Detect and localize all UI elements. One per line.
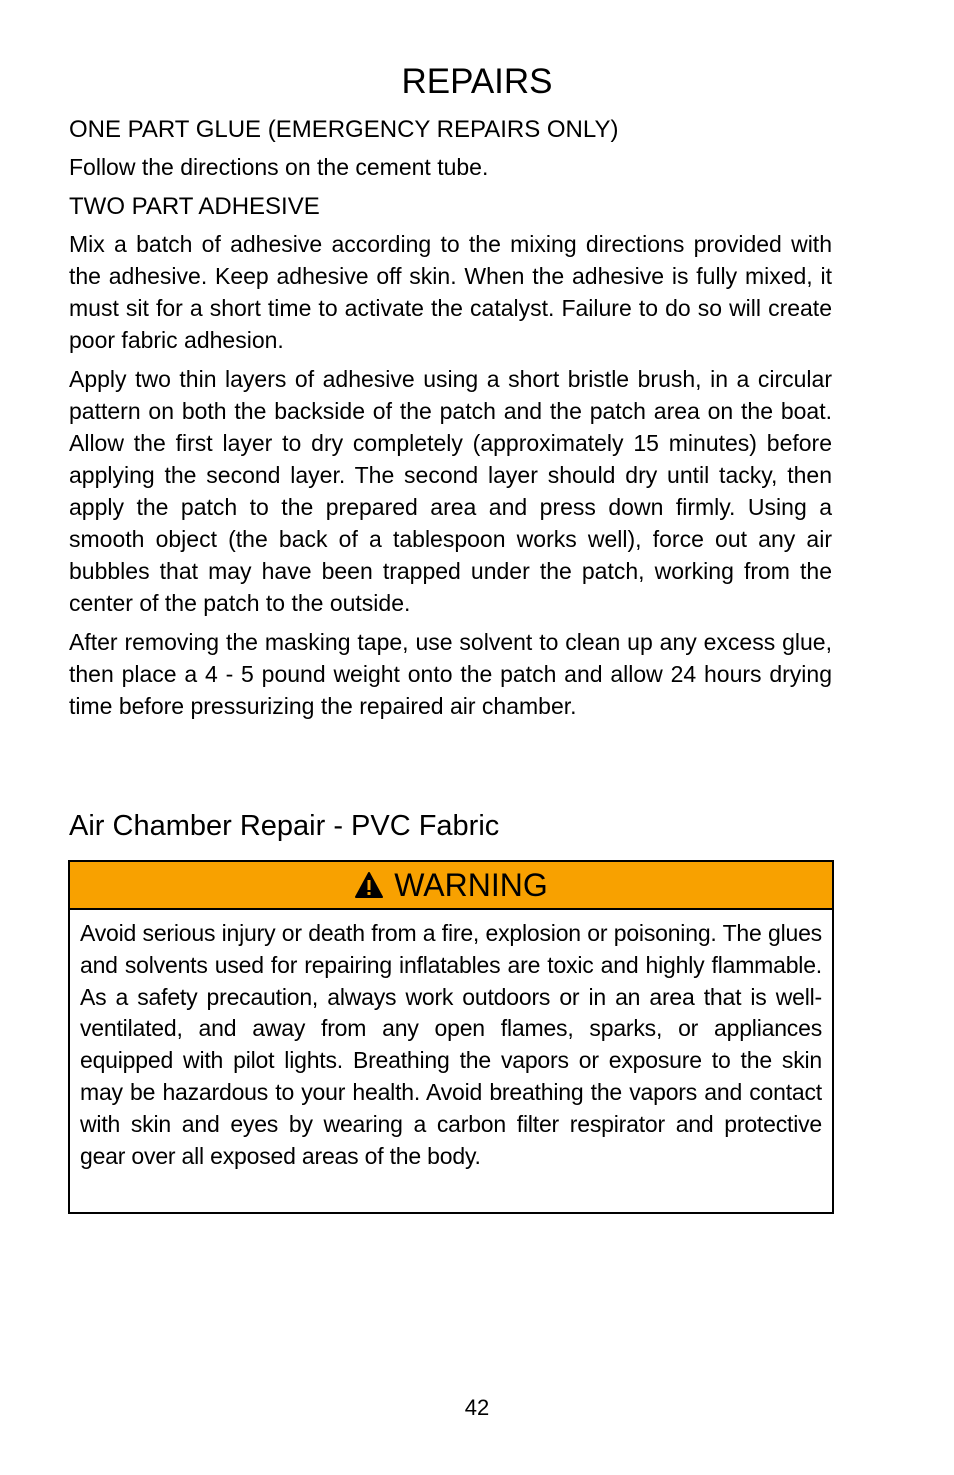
- two-part-paragraph-1: Mix a batch of adhesive according to the mixing directions provided with the adhesive. Keep adhesive off skin. When the adhesive is fully mixed, it must sit for a short time to activate the catalyst. Failure to do so will create poor fabric adhesion.: [69, 231, 832, 353]
- warning-box: [68, 860, 834, 1214]
- one-part-glue-heading: ONE PART GLUE (EMERGENCY REPAIRS ONLY): [69, 116, 619, 143]
- repairs-content: [69, 113, 832, 722]
- warning-triangle-icon: [354, 871, 384, 899]
- warning-title: WARNING: [394, 867, 548, 903]
- page-number: 42: [464, 1395, 490, 1420]
- two-part-adhesive-heading: TWO PART ADHESIVE: [69, 193, 320, 220]
- warning-text: Avoid serious injury or death from a fire, explosion or poisoning. The glues and solvents used for repairing inflatables are toxic and highly flammable. As a safety precaution, always work outdoors or in an area that is well-ventilated, and away from any open flames, sparks, or appliances equipped with pilot lights. Breathing the vapors or exposure to the skin may be hazardous to your health. Avoid breathing the vapors and contact with skin and eyes by wearing a carbon filter respirator and protective gear over all exposed areas of the body.: [80, 920, 822, 1169]
- one-part-glue-text: Follow the directions on the cement tube.: [69, 154, 489, 180]
- warning-header: [70, 862, 832, 910]
- page-title: REPAIRS: [401, 62, 553, 101]
- two-part-paragraph-3: After removing the masking tape, use solvent to clean up any excess glue, then place a 4 - 5 pound weight onto the patch and allow 24 hours drying time before pressurizing the repaired air chamber.: [69, 629, 832, 719]
- air-chamber-repair-heading: Air Chamber Repair - PVC Fabric: [69, 810, 500, 842]
- two-part-paragraph-2: Apply two thin layers of adhesive using a short bristle brush, in a circular pattern on both the backside of the patch and the patch area on the boat. Allow the first layer to dry completely (approximately 15 minutes) before applying the second layer. The second layer should dry until tacky, then apply the patch to the prepared area and press down firmly. Using a smooth object (the back of a tablespoon works well), force out any air bubbles that may have been trapped under the patch, working from the center of the patch to the outside.: [69, 366, 832, 616]
